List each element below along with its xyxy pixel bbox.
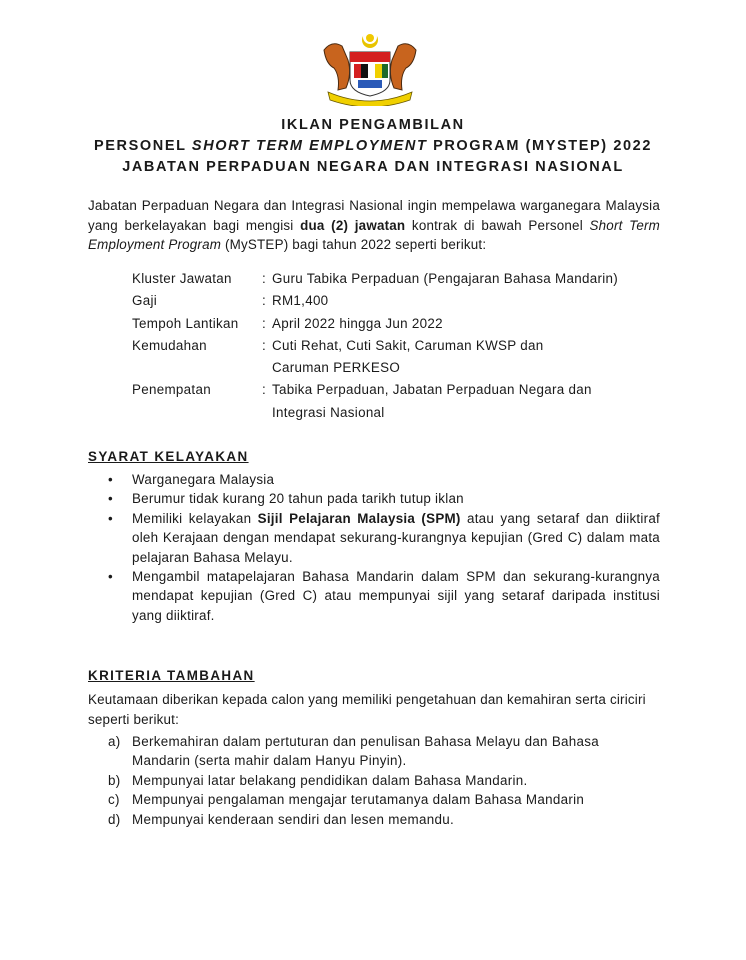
detail-row xyxy=(132,268,652,290)
detail-colon: : xyxy=(262,293,267,309)
list-item xyxy=(108,771,628,790)
list-marker: b) xyxy=(108,772,121,788)
intro-paragraph xyxy=(88,196,660,255)
list-item-text xyxy=(132,509,660,567)
detail-row xyxy=(132,290,652,312)
detail-value: Tabika Perpaduan, Jabatan Perpaduan Negara dan Integrasi Nasional xyxy=(272,382,592,420)
list-item-text: Mempunyai kenderaan sendiri dan lesen memandu. xyxy=(132,811,454,827)
bullet-icon: • xyxy=(108,491,113,507)
heading-prefix: PERSONEL xyxy=(93,138,192,154)
detail-value: RM1,400 xyxy=(272,293,329,309)
heading-italic: SHORT TERM EMPLOYMENT xyxy=(191,138,428,154)
list-item xyxy=(108,567,660,625)
list-item xyxy=(108,810,628,829)
bullet-icon: • xyxy=(108,569,113,585)
detail-colon: : xyxy=(262,315,267,331)
bullet-icon: • xyxy=(108,472,113,487)
detail-value: Guru Tabika Perpaduan (Pengajaran Bahasa Mandarin) xyxy=(272,271,619,286)
list-item-text: Mempunyai pengalaman mengajar terutamanya dalam Bahasa Mandarin xyxy=(132,792,585,808)
intro-italic: Short Term Employment Program xyxy=(88,217,660,252)
list-marker: c) xyxy=(108,792,120,808)
list-item xyxy=(108,470,660,489)
heading-line-1: IKLAN PENGAMBILAN xyxy=(281,117,465,133)
list-item-text: Berumur tidak kurang 20 tahun pada tarikh tutup iklan xyxy=(132,491,464,507)
detail-value: April 2022 hingga Jun 2022 xyxy=(272,315,443,331)
list-item-text: Berkemahiran dalam pertuturan dan penulisan Bahasa Melayu dan Bahasa Mandarin (serta mahir dalam Hanyu Pinyin). xyxy=(132,734,600,769)
section-title-kriteria: KRITERIA TAMBAHAN xyxy=(88,668,255,683)
list-item xyxy=(108,489,660,508)
heading-line-2 xyxy=(0,138,746,154)
list-item-text: Mempunyai latar belakang pendidikan dalam Bahasa Mandarin. xyxy=(132,772,528,788)
text: atau yang setaraf dan diiktiraf oleh Kerajaan dengan mendapat sekurang-kurangnya kepujian (Gred C) dalam mata pelajaran Bahasa Melayu. xyxy=(132,510,660,565)
intro-text: (MySTEP) bagi tahun 2022 seperti berikut: xyxy=(221,237,487,252)
intro-text: kontrak di bawah Personel xyxy=(405,217,590,233)
detail-label: Tempoh Lantikan xyxy=(132,315,239,331)
section-title-syarat: SYARAT KELAYAKAN xyxy=(88,449,249,464)
list-item xyxy=(108,790,628,809)
heading-line-3: JABATAN PERPADUAN NEGARA DAN INTEGRASI NASIONAL xyxy=(122,159,624,175)
list-item-text: Warganegara Malaysia xyxy=(132,472,275,487)
heading-suffix: PROGRAM (MYSTEP) 2022 xyxy=(427,138,652,154)
detail-colon: : xyxy=(262,382,267,398)
bold-text: Sijil Pelajaran Malaysia (SPM) xyxy=(257,510,461,526)
detail-label: Gaji xyxy=(132,293,158,309)
detail-label: Penempatan xyxy=(132,382,211,398)
detail-row xyxy=(132,379,652,424)
text: Memiliki kelayakan xyxy=(132,510,258,526)
intro-bold: dua (2) jawatan xyxy=(300,217,406,233)
detail-colon: : xyxy=(262,271,267,286)
list-item xyxy=(108,732,628,771)
job-details xyxy=(132,268,652,424)
list-item-text: Mengambil matapelajaran Bahasa Mandarin dalam SPM dan sekurang-kurangnya mendapat kepujian (Gred C) atau mempunyai sijil yang setaraf daripada institusi yang diiktiraf. xyxy=(132,569,660,623)
syarat-list xyxy=(108,470,660,625)
list-marker: a) xyxy=(108,734,121,749)
detail-value: Cuti Rehat, Cuti Sakit, Caruman KWSP dan Caruman PERKESO xyxy=(272,337,544,376)
kriteria-intro: Keutamaan diberikan kepada calon yang memiliki pengetahuan dan kemahiran serta ciriciri seperti berikut: xyxy=(88,692,646,727)
detail-colon: : xyxy=(262,337,267,353)
detail-row xyxy=(132,313,652,335)
kriteria-list xyxy=(108,732,628,829)
detail-row xyxy=(132,335,652,380)
list-item xyxy=(108,509,660,567)
malaysia-coat-of-arms-icon xyxy=(318,30,422,106)
detail-label: Kluster Jawatan xyxy=(132,271,232,286)
intro-text: Jabatan Perpaduan Negara dan Integrasi Nasional ingin mempelawa warganegara Malaysia yang berkelayakan bagi mengisi xyxy=(88,198,660,233)
bullet-icon: • xyxy=(108,510,113,526)
list-marker: d) xyxy=(108,811,121,827)
detail-label: Kemudahan xyxy=(132,337,207,353)
